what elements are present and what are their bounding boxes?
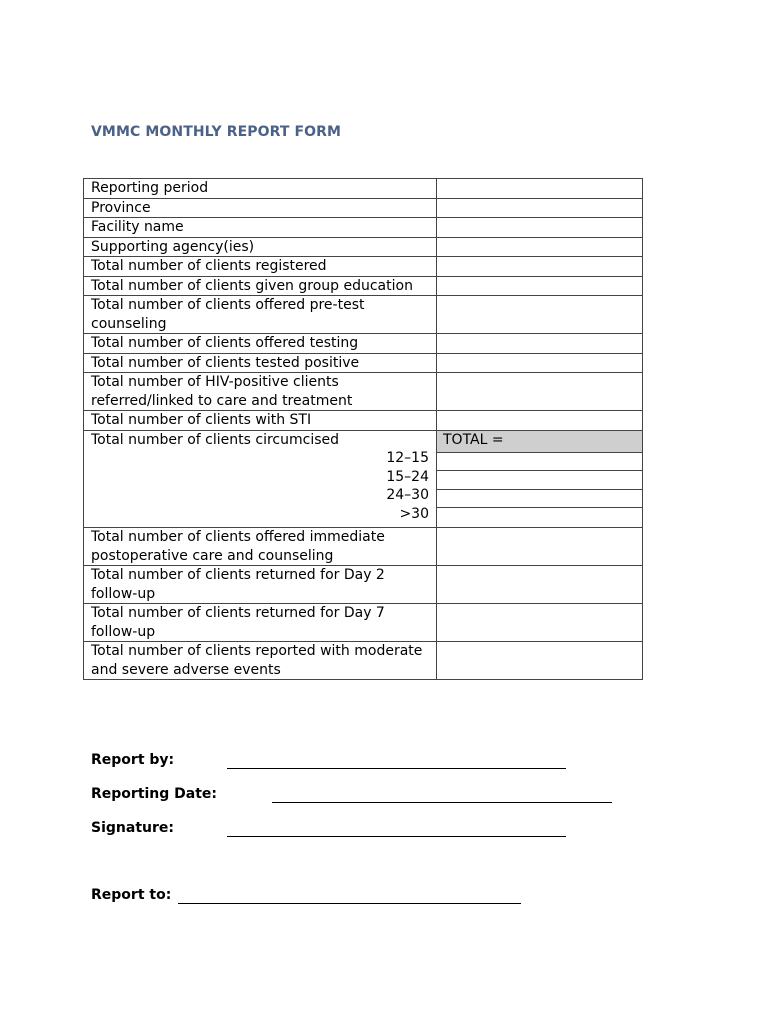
value-cell[interactable]: [437, 276, 643, 296]
reporting-date-line[interactable]: [272, 802, 612, 803]
row-label: Total number of clients registered: [84, 257, 437, 277]
row-label: Total number of clients offered pre-test counseling: [84, 296, 437, 334]
table-row: [84, 528, 643, 566]
value-cell[interactable]: [437, 237, 643, 257]
row-label: Total number of clients returned for Day 2 follow-up: [84, 566, 437, 604]
age-value-cell[interactable]: [437, 507, 642, 526]
value-cell[interactable]: [437, 353, 643, 373]
report-to-line[interactable]: [178, 903, 521, 904]
table-row: [84, 334, 643, 354]
row-label: Total number of clients reported with moderate and severe adverse events: [84, 642, 437, 680]
value-cell[interactable]: [437, 604, 643, 642]
table-row: [84, 276, 643, 296]
value-cell[interactable]: [437, 257, 643, 277]
report-to-label: Report to:: [91, 887, 172, 903]
value-cell[interactable]: [437, 218, 643, 238]
report-by-line[interactable]: [227, 768, 566, 769]
row-label: Reporting period: [84, 179, 437, 199]
row-label: Total number of clients circumcised: [91, 431, 340, 448]
circumcised-values: [437, 430, 643, 528]
table-row: [84, 218, 643, 238]
age-group-label: 24–30: [386, 487, 429, 503]
value-cell[interactable]: [437, 642, 643, 680]
report-table: [83, 178, 643, 680]
row-label: Total number of clients returned for Day 7 follow-up: [84, 604, 437, 642]
table-row: [84, 257, 643, 277]
value-cell[interactable]: [437, 373, 643, 411]
table-row: [84, 566, 643, 604]
age-group-list: [91, 449, 429, 527]
table-row: [84, 642, 643, 680]
table-row: [84, 179, 643, 199]
value-cell[interactable]: [437, 528, 643, 566]
table-row-circumcised: [84, 430, 643, 528]
row-label: Facility name: [84, 218, 437, 238]
row-label: Supporting agency(ies): [84, 237, 437, 257]
row-label: Total number of clients tested positive: [84, 353, 437, 373]
age-value-cell[interactable]: [437, 470, 642, 489]
table-row: [84, 411, 643, 431]
table-row: [84, 604, 643, 642]
reporting-date-label: Reporting Date:: [91, 786, 218, 802]
total-cell[interactable]: TOTAL =: [437, 431, 642, 452]
value-cell[interactable]: [437, 179, 643, 199]
value-cell[interactable]: [437, 566, 643, 604]
table-row: [84, 353, 643, 373]
row-label: Total number of clients offered testing: [84, 334, 437, 354]
age-value-cell[interactable]: [437, 489, 642, 508]
circumcised-label-cell: [84, 430, 437, 528]
report-by-label: Report by:: [91, 752, 175, 768]
table-row: [84, 237, 643, 257]
table-row: [84, 373, 643, 411]
value-cell[interactable]: [437, 411, 643, 431]
row-label: Total number of clients offered immediate postoperative care and counseling: [84, 528, 437, 566]
row-label: Province: [84, 198, 437, 218]
table-row: [84, 296, 643, 334]
table-row: [84, 198, 643, 218]
age-value-cell[interactable]: [437, 452, 642, 471]
row-label: Total number of HIV-positive clients referred/linked to care and treatment: [84, 373, 437, 411]
age-group-label: 15–24: [386, 468, 429, 485]
value-cell[interactable]: [437, 334, 643, 354]
signature-label: Signature:: [91, 820, 174, 836]
value-cell[interactable]: [437, 198, 643, 218]
row-label: Total number of clients with STI: [84, 411, 437, 431]
row-label: Total number of clients given group education: [84, 276, 437, 296]
signature-line[interactable]: [227, 836, 566, 837]
age-group-label: >30: [399, 505, 429, 522]
value-cell[interactable]: [437, 296, 643, 334]
form-title: VMMC MONTHLY REPORT FORM: [91, 124, 342, 140]
age-group-label: 12–15: [386, 450, 429, 466]
